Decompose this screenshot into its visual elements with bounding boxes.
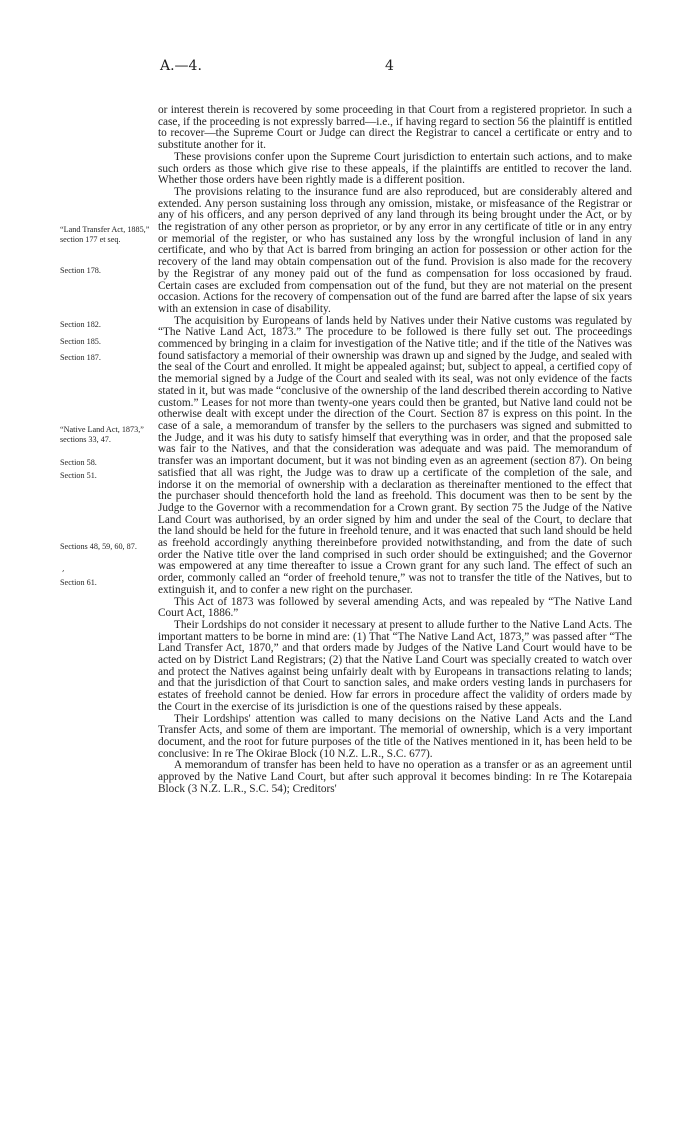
- page-header: [160, 58, 680, 74]
- paragraph: This Act of 1873 was followed by several amending Acts, and was repealed by “The Native Land Court Act, 1886.”: [158, 595, 632, 620]
- paragraph: Their Lordships' attention was called to many decisions on the Native Land Acts and the Land Transfer Acts, and some of them are important. The memorial of ownership, which is a very important document, and the root for future purposes of the title of the Natives mentioned in it, has been held to be conclusive: In re The Okirae Block (10 N.Z. L.R., S.C. 677).: [158, 712, 632, 760]
- body-text: [158, 105, 632, 795]
- margin-note: Section 187.: [60, 353, 101, 362]
- document-reference: A.—4.: [160, 58, 202, 74]
- margin-note: Section 58.: [60, 458, 97, 467]
- stray-mark: ,: [62, 564, 65, 573]
- paragraph: or interest therein is recovered by some proceeding in that Court from a registered proprietor. In such a case, if the proceeding is not expressly barred—i.e., if having regard to section 56 the plaintiff is entitled to recover—the Supreme Court or Judge can direct the Registrar to cancel a certificate or entry and to substitute another for it.: [158, 104, 632, 152]
- margin-note: Sections 48, 59, 60, 87.: [60, 542, 137, 551]
- paragraph: Their Lordships do not consider it necessary at present to allude further to the Native Land Acts. The important matters to be borne in mind are: (1) That “The Native Land Act, 1873,” was passed after “The Land Transfer Act, 1870,” and that orders made by Judges of the Native Land Court would have to be acted on by District Land Registrars; (2) that the Native Land Court was specially created to watch over and protect the Natives against being unfairly dealt with by Europeans in transactions relating to lands; and that the jurisdiction of that Court to sanction sales, and make orders vesting lands in purchasers for estates of freehold cannot be denied. How far errors in procedure affect the validity of orders made by the Court in the exercise of its jurisdiction is one of the questions raised by these appeals.: [158, 618, 632, 713]
- margin-note: “Native Land Act, 1873,” sections 33, 47.: [60, 425, 144, 444]
- margin-note: “Land Transfer Act, 1885,” section 177 et seq.: [60, 225, 150, 244]
- paragraph: A memorandum of transfer has been held to have no operation as a transfer or as an agreement until approved by the Native Land Court, but after such approval it becomes binding: In re The Kotarepaia Block (3 N.Z. L.R., S.C. 54); Creditors': [158, 759, 632, 795]
- paragraph: These provisions confer upon the Supreme Court jurisdiction to entertain such actions, and to make such orders as those which give rise to these appeals, if the plaintiffs are entitled to recover the land. Whether those orders have been rightly made is a different position.: [158, 150, 632, 187]
- margin-note: Section 182.: [60, 320, 101, 329]
- margin-note: Section 178.: [60, 266, 101, 275]
- margin-note: Section 185.: [60, 337, 101, 346]
- page-number: 4: [385, 58, 394, 74]
- margin-note: Section 61.: [60, 578, 97, 587]
- margin-note: Section 51.: [60, 471, 97, 480]
- paragraph: The acquisition by Europeans of lands held by Natives under their Native customs was regulated by “The Native Land Act, 1873.” The procedure to be followed is there fully set out. The proceedings commenced by bringing in a claim for investigation of the Native title; and if the title of the Natives was found satisfactory a memorial of their ownership was drawn up and signed by the Judge, and sealed with the seal of the Court and enrolled. It might be appealed against; but, subject to appeal, a certified copy of the memorial signed by a Judge of the Court and sealed with its seal, was not only evidence of the facts stated in it, but was made “conclusive of the ownership of the land described therein according to Native custom.” Leases for not more than twenty-one years could then be granted, but Native land could not be otherwise dealt with except under the direction of the Court. Section 87 is express on this point. In the case of a sale, a memorandum of transfer by the sellers to the purchasers was signed and submitted to the Judge, and it was his duty to satisfy himself that everything was in order, and that the proposed sale was fair to the Natives, and that the consideration was adequate and was paid. The memorandum of transfer was an important document, but it was not binding even as an agreement (section 87). On being satisfied that all was right, the Judge was to draw up a certificate of the completion of the sale, and indorse it on the memorial of ownership with a declaration as thereinafter mentioned to the effect that the purchaser should thenceforth hold the land as freehold. This document was then to be sent by the Judge to the Governor with a recommendation for a Crown grant. By section 75 the Judge of the Native Land Court was authorised, by an order signed by him and under the seal of the Court, to declare that the land should be held for the future in freehold tenure, and it was enacted that such land should be held as freehold accordingly anything thereinbefore provided notwithstanding, and from the date of such order the Native title over the land comprised in such order should be extinguished; and the Governor was empowered at any time thereafter to issue a Crown grant for any such land. The effect of such an order, commonly called an “order of freehold tenure,” was not to transfer the title of the Natives, but to extinguish it, and to confer a new right on the purchaser.: [158, 314, 632, 596]
- paragraph: The provisions relating to the insurance fund are also reproduced, but are considerably altered and extended. Any person sustaining loss through any omission, mistake, or misfeasance of the Registrar or any of his officers, and any person deprived of any land through its being brought under the Act, or by the registration of any other person as proprietor, or by any error in any certificate of title or in any entry or memorial of the register, or who has sustained any loss by the wrongful inclusion of land in any certificate, and who by that Act is barred from bringing an action for possession or other action for the recovery of the land may obtain compensation out of the fund. Provision is also made for the recovery by the Registrar of any money paid out of the fund as compensation for loss occasioned by fraud. Certain cases are excluded from compensation out of the fund, but they are not material on the present occasion. Actions for the recovery of compensation out of the fund are barred after the lapse of six years with an extension in case of disability.: [158, 185, 632, 315]
